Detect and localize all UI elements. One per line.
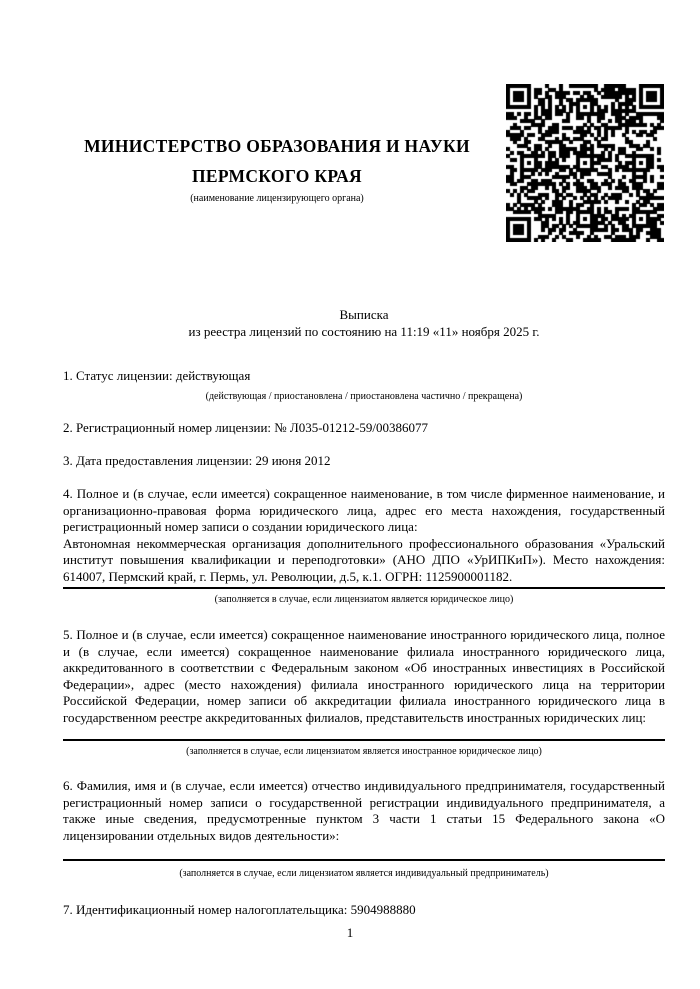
item-6-entrepreneur	[63, 778, 665, 880]
extract-title: Выписка	[339, 307, 389, 322]
foreign-entity-blank-line	[63, 739, 665, 741]
license-status-text: 1. Статус лицензии: действующая	[63, 368, 251, 383]
item-5-foreign-entity	[63, 627, 665, 758]
entrepreneur-question: 6. Фамилия, имя и (в случае, если имеется) отчество индивидуального предпринимателя, государственный регистрационный номер записи о государственной регистрации индивидуального предпринимателя, а также иные сведения, предусмотренные пунктом 3 части 1 статьи 15 Федерального закона «О лицензировании отдельных видов деятельности»:	[63, 778, 665, 843]
taxpayer-id-text: 7. Идентификационный номер налогоплательщика: 5904988880	[63, 902, 416, 917]
registration-number-text: 2. Регистрационный номер лицензии: № Л035-01212-59/00386077	[63, 420, 429, 435]
ministry-name-line1: МИНИСТЕРСТВО ОБРАЗОВАНИЯ И НАУКИ	[84, 136, 470, 156]
entrepreneur-blank-line	[63, 859, 665, 861]
license-status-caption: (действующая / приостановлена / приостановлена частично / прекращена)	[205, 390, 523, 402]
qr-code-icon	[506, 84, 664, 242]
item-1-license-status	[63, 368, 665, 403]
legal-entity-question: 4. Полное и (в случае, если имеется) сокращенное наименование, в том числе фирменное наименование, и организационно-правовая форма юридического лица, адрес его места нахождения, государственный регистрационный номер записи о создании юридического лица:	[63, 486, 665, 535]
entrepreneur-caption: (заполняется в случае, если лицензиатом является индивидуальный предприниматель)	[179, 868, 549, 880]
item-2-registration-number	[63, 420, 665, 437]
extract-title-block	[63, 307, 665, 340]
ministry-name-line2: ПЕРМСКОГО КРАЯ	[192, 166, 362, 186]
item-3-grant-date	[63, 453, 665, 470]
foreign-entity-question: 5. Полное и (в случае, если имеется) сокращенное наименование иностранного юридического лица, полное и (в случае, если имеется) сокращенное наименование филиала иностранного юридического лица, аккредитованного в соответствии с Федеральным законом «Об иностранных инвестициях в Российской Федерации», адрес (место нахождения) филиала иностранного юридического лица на территории Российской Федерации, номер записи об аккредитации филиала иностранного юридического лица в государственном реестре аккредитованных филиалов, представительств иностранных юридических лиц:	[63, 627, 665, 725]
ministry-caption: (наименование лицензирующего органа)	[190, 193, 364, 204]
grant-date-text: 3. Дата предоставления лицензии: 29 июня 2012	[63, 453, 331, 468]
foreign-entity-caption: (заполняется в случае, если лицензиатом является иностранное юридическое лицо)	[186, 745, 542, 757]
licensing-authority-header	[63, 131, 491, 205]
legal-entity-caption: (заполняется в случае, если лицензиатом является юридическое лицо)	[214, 593, 514, 605]
extract-subtitle: из реестра лицензий по состоянию на 11:19 «11» ноября 2025 г.	[188, 323, 540, 339]
legal-entity-field	[63, 486, 665, 589]
page-number: 1	[346, 925, 354, 940]
item-4-legal-entity	[63, 486, 665, 606]
legal-entity-value: Автономная некоммерческая организация дополнительного профессионального образования «Уральский институт повышения квалификации и переподготовки» (АНО ДПО «УрИПКиП»). Место нахождения: 614007, Пермский край, г. Пермь, ул. Революции, д.5, к.1. ОГРН: 1125900001182.	[63, 535, 665, 584]
item-7-taxpayer-id	[63, 902, 665, 919]
